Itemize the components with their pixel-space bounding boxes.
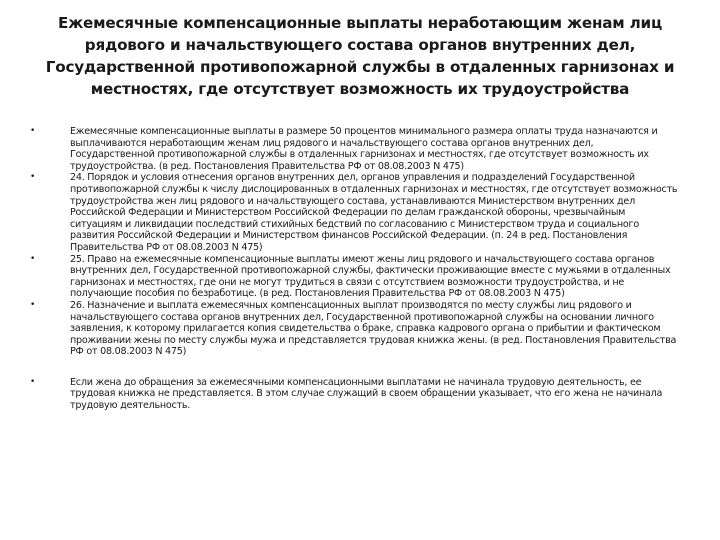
- slide-title: Ежемесячные компенсационные выплаты неработающим женам лиц рядового и начальствующего состава органов внутренних дел, Государственной противопожарной службы в отдаленных гарнизонах и местностях, где отсутствует возможность их трудоустройства: [45, 14, 675, 98]
- bullet-dot-icon: •: [30, 376, 36, 387]
- bullet-dot-icon: •: [30, 299, 36, 310]
- bullet-text: 24. Порядок и условия отнесения органов внутренних дел, органов управления и подразделений Государственной противопожарной службы к числу дислоцированных в отдаленных гарнизонах и местностях, где отсутствует возможность трудоустройства жен лиц рядового и начальствующего состава, устанавливаются Министерством внутренних дел Российской Федерации и Министерством Российской Федерации по делам гражданской обороны, чрезвычайным ситуациям и ликвидации последствий стихийных бедствий по согласованию с Министерством труда и социального развития Российской Федерации и Министерством финансов Российской Федерации. (п. 24 в ред. Постановления Правительства РФ от 08.08.2003 N 475): [70, 172, 678, 253]
- bullet-item: [30, 254, 680, 300]
- bullet-text: Ежемесячные компенсационные выплаты в размере 50 процентов минимального размера оплаты труда назначаются и выплачиваются неработающим женам лиц рядового и начальствующего состава органов внутренних дел, Государственной противопожарной службы в отдаленных гарнизонах и местностях, где отсутствует возможность их трудоустройства. (в ред. Постановления Правительства РФ от 08.08.2003 N 475): [70, 126, 658, 172]
- bullet-item: [30, 172, 680, 253]
- bullet-list: [30, 126, 680, 412]
- bullet-text: 26. Назначение и выплата ежемесячных компенсационных выплат производятся по месту службы лиц рядового и начальствующего состава органов внутренних дел, Государственной противопожарной службы на основании личного заявления, к которому прилагается копия свидетельства о браке, справка кадрового органа о прибытии и фактическом проживании жены по месту службы мужа и представляется трудовая книжка жены. (в ред. Постановления Правительства РФ от 08.08.2003 N 475): [70, 299, 677, 358]
- bullet-text: Если жена до обращения за ежемесячными компенсационными выплатами не начинала трудовую деятельность, ее трудовая книжка не представляется. В этом случае служащий в своем обращении указывает, что его жена не начинала трудовую деятельность.: [70, 376, 663, 412]
- bullet-dot-icon: •: [30, 172, 36, 183]
- bullet-dot-icon: •: [30, 126, 36, 136]
- bullet-dot-icon: •: [30, 253, 36, 264]
- bullet-item: [30, 377, 680, 412]
- bullet-item: [30, 300, 680, 358]
- bullet-item: [30, 126, 680, 172]
- bullet-text: 25. Право на ежемесячные компенсационные выплаты имеют жены лиц рядового и начальствующего состава органов внутренних дел, Государственной противопожарной службы, фактически проживающие вместе с мужьями в отдаленных гарнизонах и местностях, где они не могут трудиться в связи с отсутствием возможности трудоустройства, и не получающие пособия по безработице. (в ред. Постановления Правительства РФ от 08.08.2003 N 475): [70, 253, 671, 300]
